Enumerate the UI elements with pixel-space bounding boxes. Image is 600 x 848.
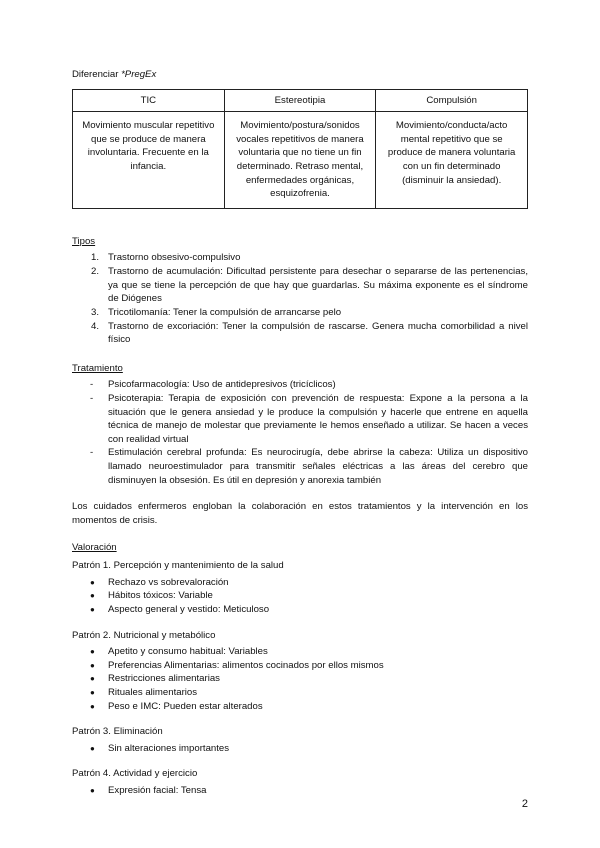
tratamiento-list	[72, 378, 528, 487]
list-item: - Psicoterapia: Terapia de exposición con prevención de respuesta: Expone a la persona a la situación que le genera ansiedad y le produce la compulsión y hacerle que entrene en aquella técnica de manejo de molestar que previamente le hemos enseñado a utilizar. Se hacen a veces con realidad virtual	[90, 392, 528, 445]
list-item: 3. Tricotilomanía: Tener la compulsión de arrancarse pelo	[91, 306, 342, 318]
valoracion-title: Valoración	[72, 542, 117, 554]
list-item: ● Peso e IMC: Pueden estar alterados	[90, 700, 263, 712]
list-item: ● Restricciones alimentarias	[90, 673, 220, 685]
table-cell: Movimiento muscular repetitivo que se produce de manera involuntaria. Frecuente en la infancia.	[73, 112, 225, 209]
pattern-1-list	[72, 576, 528, 617]
column-header-tic: TIC	[73, 89, 225, 112]
tipos-list	[72, 251, 528, 346]
table-cell: Movimiento/postura/sonidos vocales repetitivos de manera voluntaria que no tiene un fin determinado. Retraso mental, enfermedades orgánicas, esquizofrenia.	[224, 112, 376, 209]
comparison-table	[72, 89, 528, 209]
list-item: - Estimulación cerebral profunda: Es neurocirugía, debe abrirse la cabeza: Utiliza un dispositivo llamado neuroestimulador para transmitir señales eléctricas a las áreas del cerebro que disminuyen la obsesión. Es útil en depresión y anorexia también	[90, 447, 528, 486]
list-item: - Psicofarmacología: Uso de antidepresivos (tricíclicos)	[90, 379, 336, 391]
tipos-title: Tipos	[72, 235, 96, 247]
list-item: ● Sin alteraciones importantes	[90, 742, 230, 754]
pattern-3-list	[72, 742, 528, 756]
list-item: ● Rechazo vs sobrevaloración	[90, 576, 229, 588]
pattern-title: Patrón 3. Eliminación	[72, 726, 163, 738]
list-item: ● Hábitos tóxicos: Variable	[90, 590, 213, 602]
pattern-title: Patrón 1. Percepción y mantenimiento de la salud	[72, 560, 284, 572]
cuidados-paragraph: Los cuidados enfermeros engloban la colaboración en estos tratamientos y la intervención en los momentos de crisis.	[72, 501, 528, 526]
column-header-estereotipia: Estereotipia	[224, 89, 376, 112]
differentiate-heading: Diferenciar *PregEx	[72, 69, 157, 80]
list-item: 2. Trastorno de acumulación: Dificultad persistente para desechar o separarse de las pertenencias, ya que se tiene la percepción de que hay que guardarlas. Su máxima exponente es el síndrome de Diógenes	[91, 266, 528, 305]
list-item: 4. Trastorno de excoriación: Tener la compulsión de rascarse. Genera mucha comorbilidad a nivel físico	[91, 320, 528, 346]
pattern-2-list	[72, 645, 528, 713]
tratamiento-title: Tratamiento	[72, 362, 123, 374]
pattern-title: Patrón 4. Actividad y ejercicio	[72, 768, 198, 780]
pattern-title: Patrón 2. Nutricional y metabólico	[72, 629, 216, 641]
list-item: ● Rituales alimentarios	[90, 686, 198, 698]
document-page	[72, 68, 528, 798]
list-item: ● Aspecto general y vestido: Meticuloso	[90, 603, 270, 615]
list-item: 1. Trastorno obsesivo-compulsivo	[91, 252, 241, 264]
list-item: ● Preferencias Alimentarias: alimentos cocinados por ellos mismos	[90, 659, 384, 671]
page-number: 2	[521, 798, 528, 810]
list-item: ● Expresión facial: Tensa	[90, 784, 207, 796]
table-row	[73, 112, 528, 209]
pattern-4-list	[72, 784, 528, 798]
column-header-compulsion: Compulsión	[376, 89, 528, 112]
list-item: ● Apetito y consumo habitual: Variables	[90, 646, 268, 658]
table-cell: Movimiento/conducta/acto mental repetitivo que se produce de manera voluntaria con un fin determinado (disminuir la ansiedad).	[376, 112, 528, 209]
